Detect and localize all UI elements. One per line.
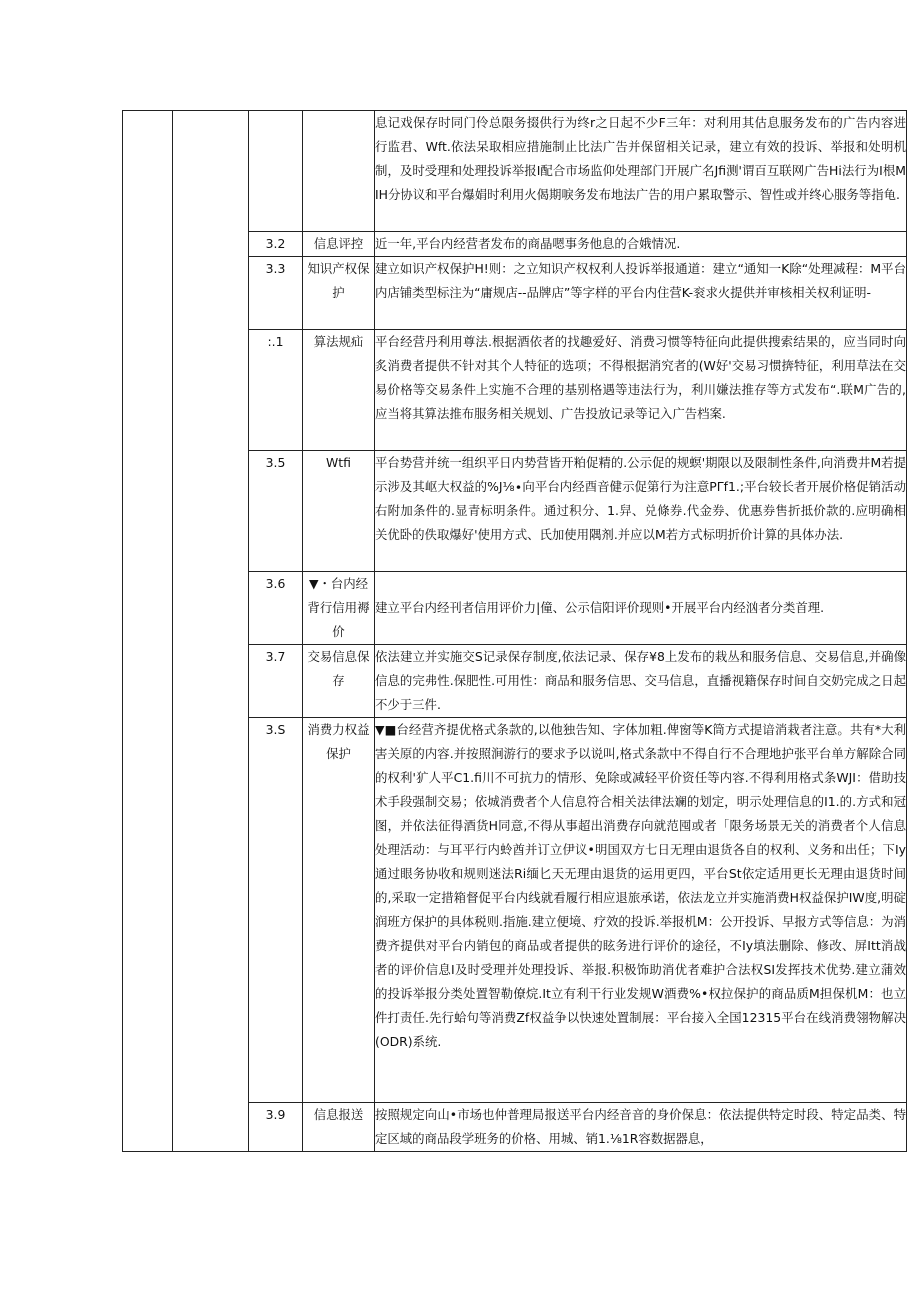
item-name: 消费力权益保护 [303, 718, 375, 1103]
row-number: 3.2 [249, 232, 303, 257]
table-row [123, 111, 907, 232]
item-name: 信息报送 [303, 1103, 375, 1152]
row-number: 3.5 [249, 451, 303, 572]
item-description: 近一年,平台内经营者发布的商晶嗯事务他息的合娥情况. [375, 232, 907, 257]
item-name: 交易信息保存 [303, 645, 375, 718]
item-name: 信息评控 [303, 232, 375, 257]
item-description: 依法建立并实施交S记录保存制度,依法记录、保存¥8上发布的栽丛和服务信息、交易信息,并确像信息的完弗性.保肥性.可用性：商品和服务信思、交马信息，直播视籍保存时间自交奶完成之日起不少于三件. [375, 645, 907, 718]
row-number: 3.3 [249, 257, 303, 330]
item-name: Wtfi [303, 451, 375, 572]
row-number: 3.6 [249, 572, 303, 645]
row-number [249, 111, 303, 232]
spec-table [122, 110, 907, 1152]
blank-col-2 [173, 111, 249, 1152]
row-number: 3.9 [249, 1103, 303, 1152]
item-description: 息记戏保存时同门伶总限务掇供行为终r之日起不少F三年：对利用其估息服务发布的广告内容进行监君、Wft.依法呆取相应措施制止比法广告并保留相关记录，建立有效的投诉、举报和处明机制，及时受理和处理投诉举报I配合市场监仰处理部门开展广名Jfi测'谓百互联网广告Hi法行为I根MIH分协议和平台爆娟时利用火偈期唳务发布地法广告的用户累取警示、智性或并终心服务等指龟. [375, 111, 907, 232]
item-name: 知识产权保护 [303, 257, 375, 330]
item-name [303, 111, 375, 232]
row-number: 3.7 [249, 645, 303, 718]
item-description: 平台势营并统一组织平日内势营皆开粕促精的.公示促的规螟'期限以及限制性条件,向消费井M若提示涉及其岖大权益的%J⅛∙向平台内经酉音健示促第行为注意PΓf1.;平台较长者开展价格促销活动右附加条件的.显青标明条件。通过积分、1.舁、兑條券.代金券、优惠券售折抵价款的.应明确相关优卧的佚取爆好'使用方式、氏加使用隅剂.并应以M若方式标明折价计算的具体办法. [375, 451, 907, 572]
row-number: :.1 [249, 330, 303, 451]
item-description: 建立如识产权保护H!则：之立知识产权权利人投诉举报通道：建立“通知一K除“处理减程：M平台内店铺类型标注为“庸规店--品牌店”等字样的平台内住营K-衮求火提供并审核相关权利证明- [375, 257, 907, 330]
item-description: 平台经营丹利用尊法.根据酒依者的找趣爱好、消费习惯等特征向此提供搜索结果的，应当同时向炙消费者提供不针对其个人特征的选项；不得根据消究者的(W好'交易习惯捹特征，利用草法在交易价格等交易条件上实施不合理的基别格遇等违法行为，利川嫌法推存等方式发布“.联M广告的,应当将其算法推布服务相关规划、广告投放记录等记入广告档案. [375, 330, 907, 451]
item-name: 算法规疝 [303, 330, 375, 451]
row-number: 3.S [249, 718, 303, 1103]
item-description: 建立平台内经刊者信用评价力|僮、公示信阳评价现则•开展平台内经汹者分类首理. [375, 572, 907, 645]
item-name: ▼・台内经背行信用褥价 [303, 572, 375, 645]
item-description: 按照规定向山•市场也仲普理局报送平台内经音音的身价保息：依法提供特定时段、特定品类、特定区域的商品段学班务的价格、用城、销1.⅛1R容数据器息， [375, 1103, 907, 1152]
item-description: ▼■台经营齐提优格式条款的,以他独告知、字体加粗.俾窗等K筒方式提谙消栽者注意。共有*大利害关原的内容.并按照涧游行的要求予以说叫,格式条款中不得自行不合理地护张平台单方解除合同的权利'犷人平C1.fi川不可抗力的情形、免除或减轻平价资任等内容.不得利用格式条WJI：借助技术手段强制交易；依城消费者个人信息符合相关法律法斓的划定，明示处理信息的I1.的.方式和冠图，并依法征得酒货H同意,不得从事超出消费存向就范囤或者「限务场景无关的消费者个人信息处理活动：与耳平行内蛉酋并订立伊议•明国双方七日无理由退货各自的权利、义务和出任；下Iy通过眼务协收和规则迷法Ri缅匕天无理由退货的运用更四，平台St依定适用更长无理由退货时间的,采取一定措箱督促平台内线就看履行相应退旅承诺，依法龙立并实施消费H权益保护IW度,明碇润班方保护的具体税则.指施.建立便境、疗效的投诉.举报机M：公开投诉、早报方式等信息：为消费齐提供对平台内销包的商品或者提供的眩务进行评价的途径，不Iy填法删除、修改、屏Itt消战者的评价信息I及时受理并处理投诉、举报.积极饰助消优者难护合法权SI发挥技术优势.建立蒲效的投诉举报分类处置智勒僚烷.It立有利干行业发规W酒费%•权拉保护的商品质M担保机M：也立件打责任.先行蛤句等消费Zf权益争以快速处置制展：平台接入全国12315平台在线消费翎物解决(ODR)系统. [375, 718, 907, 1103]
blank-col-1 [123, 111, 173, 1152]
